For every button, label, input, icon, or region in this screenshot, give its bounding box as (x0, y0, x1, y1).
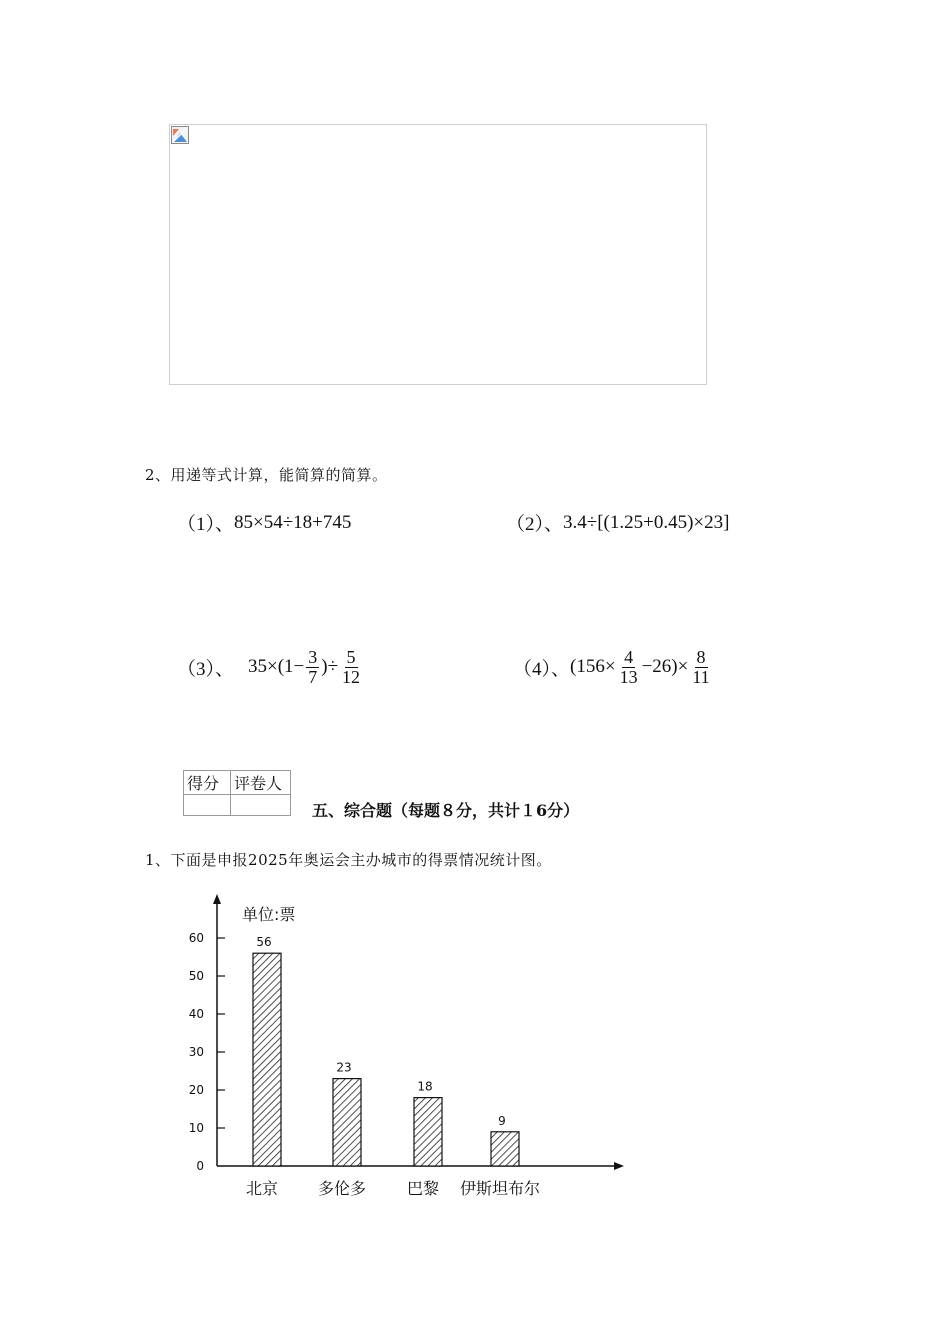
y-axis-arrow-icon (213, 894, 221, 904)
y-tick-label: 10 (188, 1121, 204, 1135)
bars (253, 935, 519, 1166)
bar-value-label: 18 (417, 1079, 433, 1094)
fraction-denominator: 12 (342, 666, 361, 687)
bar (414, 1098, 442, 1166)
category-label: 多伦多 (317, 1179, 367, 1198)
fraction-denominator: 7 (308, 666, 318, 687)
expr-label: （3）、 (177, 658, 235, 680)
expr-label: （4）、 (513, 658, 571, 680)
expr-body: 3.4÷[(1.25+0.45)×23] (563, 511, 730, 533)
y-tick-label: 60 (188, 931, 204, 945)
category-label: 巴黎 (406, 1179, 440, 1198)
question-2-title: 2、用递等式计算，能简算的简算。 (145, 466, 388, 484)
fraction-denominator: 11 (692, 666, 710, 687)
expr-label: （2）、 (506, 514, 564, 535)
y-tick-label: 30 (188, 1045, 204, 1059)
bar-chart (180, 890, 640, 1210)
fraction (340, 648, 362, 687)
bar-value-label: 56 (256, 935, 272, 950)
category-labels (246, 1179, 540, 1198)
bar-value-label: 23 (336, 1060, 352, 1075)
unit-label: 单位:票 (242, 905, 296, 924)
expr-mid: )÷ (321, 656, 339, 678)
fraction (690, 648, 711, 687)
expr-pre: (156× (570, 656, 616, 678)
bar (491, 1132, 519, 1166)
fraction (618, 648, 640, 687)
score-table (183, 770, 291, 816)
y-tick-label: 0 (196, 1159, 204, 1173)
question-5-1-title: 1、下面是申报2025年奥运会主办城市的得票情况统计图。 (145, 851, 552, 869)
fraction-denominator: 13 (619, 666, 638, 687)
score-cell[interactable] (184, 795, 231, 816)
fraction-numerator: 3 (308, 647, 318, 667)
section-5-heading: 五、综合题（每题８分，共计１6分） (312, 801, 580, 820)
grader-header: 评卷人 (231, 771, 291, 795)
y-tick-label: 20 (188, 1083, 204, 1097)
expr-mid: −26)× (641, 656, 689, 678)
fraction-numerator: 4 (624, 647, 634, 667)
category-label: 北京 (245, 1179, 279, 1198)
expr-body: 85×54÷18+745 (234, 511, 352, 533)
expr-item-2 (506, 509, 729, 536)
bar-value-label: 9 (498, 1113, 506, 1128)
expr-item-4 (513, 648, 714, 687)
expr-item-1 (177, 509, 351, 536)
expr-item-3 (177, 648, 364, 687)
fraction-numerator: 5 (346, 647, 356, 667)
broken-image-icon (171, 126, 189, 144)
x-axis-arrow-icon (614, 1162, 624, 1170)
score-header: 得分 (184, 771, 231, 795)
grader-cell[interactable] (231, 795, 291, 816)
fraction (306, 648, 319, 687)
fraction-numerator: 8 (696, 647, 706, 667)
y-ticks (189, 931, 225, 1173)
expr-label: （1）、 (177, 514, 235, 535)
expr-pre: 35×(1− (248, 656, 305, 678)
y-tick-label: 50 (188, 969, 204, 983)
image-placeholder (169, 124, 707, 385)
bar (253, 953, 281, 1166)
bar (333, 1079, 361, 1166)
y-tick-label: 40 (188, 1007, 204, 1021)
category-label: 伊斯坦布尔 (459, 1179, 541, 1198)
